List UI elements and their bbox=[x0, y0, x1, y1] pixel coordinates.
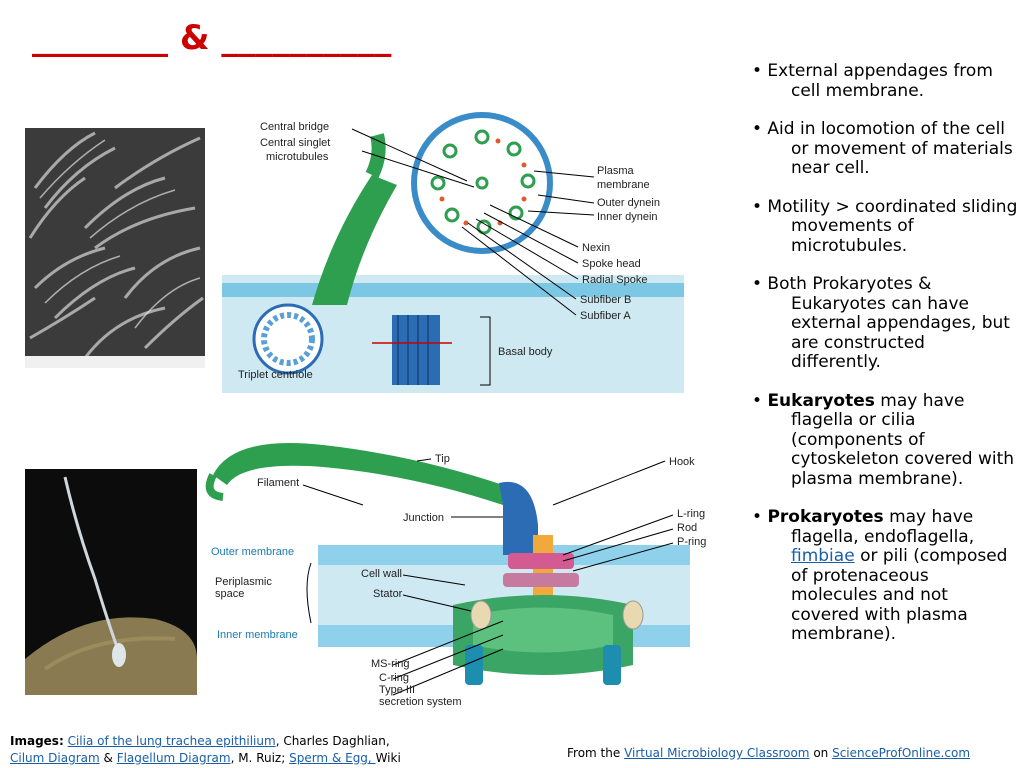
prokaryotes-term: Prokaryotes bbox=[767, 507, 884, 527]
fimbiae-link[interactable]: fimbiae bbox=[791, 546, 855, 566]
label-triplet-centriole: Triplet centriole bbox=[238, 369, 313, 381]
sperm-egg-photo bbox=[25, 469, 197, 695]
label-junction: Junction bbox=[403, 512, 444, 524]
flagellum-diagram bbox=[203, 435, 707, 710]
bullet-item: • Eukaryotes may have flagella or cilia (components of cytoskeleton covered with plasma membrane). bbox=[752, 390, 1015, 489]
label-outer-membrane: Outer membrane bbox=[211, 546, 295, 558]
label-filament: Filament bbox=[257, 477, 300, 489]
bullet-item: • Both Prokaryotes & Eukaryotes can have external appendages, but are constructed differently. bbox=[752, 274, 1010, 372]
label-basal-body: Basal body bbox=[498, 346, 553, 358]
cilium-diagram-link[interactable]: Cilum Diagram bbox=[10, 751, 100, 765]
label-tip: Tip bbox=[435, 453, 450, 465]
label-central-bridge: Central bridge bbox=[260, 121, 330, 133]
label-inner-dynein: Inner dynein bbox=[597, 211, 658, 223]
bullet-item: • Aid in locomotion of the cell or movement of materials near cell. bbox=[752, 119, 1013, 178]
label-stator: Stator bbox=[373, 588, 403, 600]
label-l-ring: L-ring bbox=[677, 508, 706, 520]
virtual-microbiology-link[interactable]: Virtual Microbiology Classroom bbox=[624, 746, 810, 760]
cilia-sem-photo bbox=[25, 128, 205, 368]
cilia-epithelium-link[interactable]: Cilia of the lung trachea epithilium bbox=[67, 734, 276, 748]
label-radial-spoke: Radial Spoke bbox=[582, 274, 648, 286]
label-space: space bbox=[215, 588, 245, 600]
label-ms-ring: MS-ring bbox=[371, 658, 410, 670]
label-plasma: Plasma bbox=[597, 165, 634, 177]
bullet-item: • Motility > coordinated sliding movements of microtubules. bbox=[752, 196, 1018, 256]
bullet-item: • External appendages from cell membrane. bbox=[752, 61, 993, 101]
label-spoke-head: Spoke head bbox=[582, 258, 641, 270]
label-p-ring: P-ring bbox=[677, 536, 707, 548]
label-inner-membrane: Inner membrane bbox=[217, 629, 298, 641]
label-secretion-system: secretion system bbox=[379, 696, 462, 708]
bullet-item: • Prokaryotes may have flagella, endoflagella, fimbiae or pili (composed of protenaceous molecules and not covered with plasma membrane). bbox=[752, 507, 1008, 644]
label-periplasmic: Periplasmic bbox=[215, 576, 272, 588]
flagellum-diagram-link[interactable]: Flagellum Diagram bbox=[116, 751, 231, 765]
label-hook: Hook bbox=[669, 456, 695, 468]
label-subfiber-a: Subfiber A bbox=[580, 310, 631, 322]
label-cell-wall: Cell wall bbox=[361, 568, 402, 580]
label-nexin: Nexin bbox=[582, 242, 611, 254]
eukaryotes-term: Eukaryotes bbox=[767, 390, 875, 411]
label-outer-dynein: Outer dynein bbox=[597, 197, 660, 209]
source-credit: From the Virtual Microbiology Classroom on ScienceProfOnline.com bbox=[567, 746, 971, 760]
label-membrane: membrane bbox=[597, 179, 650, 191]
images-label: Images: bbox=[10, 734, 64, 748]
cilium-diagram bbox=[222, 115, 684, 393]
label-rod: Rod bbox=[677, 522, 698, 534]
scienceprofonline-link[interactable]: ScienceProfOnline.com bbox=[832, 746, 971, 760]
sperm-egg-link[interactable]: Sperm & Egg, bbox=[289, 751, 376, 765]
bullet-list bbox=[752, 62, 1020, 664]
image-credits: Images: Cilia of the lung trachea epithilium, Charles Daghlian, Cilum Diagram & Flagellum Diagram, M. Ruiz; Sperm & Egg, Wiki bbox=[10, 734, 401, 765]
label-type-iii: Type III bbox=[379, 684, 416, 696]
label-central-singlet: Central singlet bbox=[260, 137, 331, 149]
label-subfiber-b: Subfiber B bbox=[580, 294, 632, 306]
slide-title: ________ & __________ bbox=[32, 18, 392, 58]
label-microtubules: microtubules bbox=[266, 151, 329, 163]
label-c-ring: C-ring bbox=[379, 672, 409, 684]
